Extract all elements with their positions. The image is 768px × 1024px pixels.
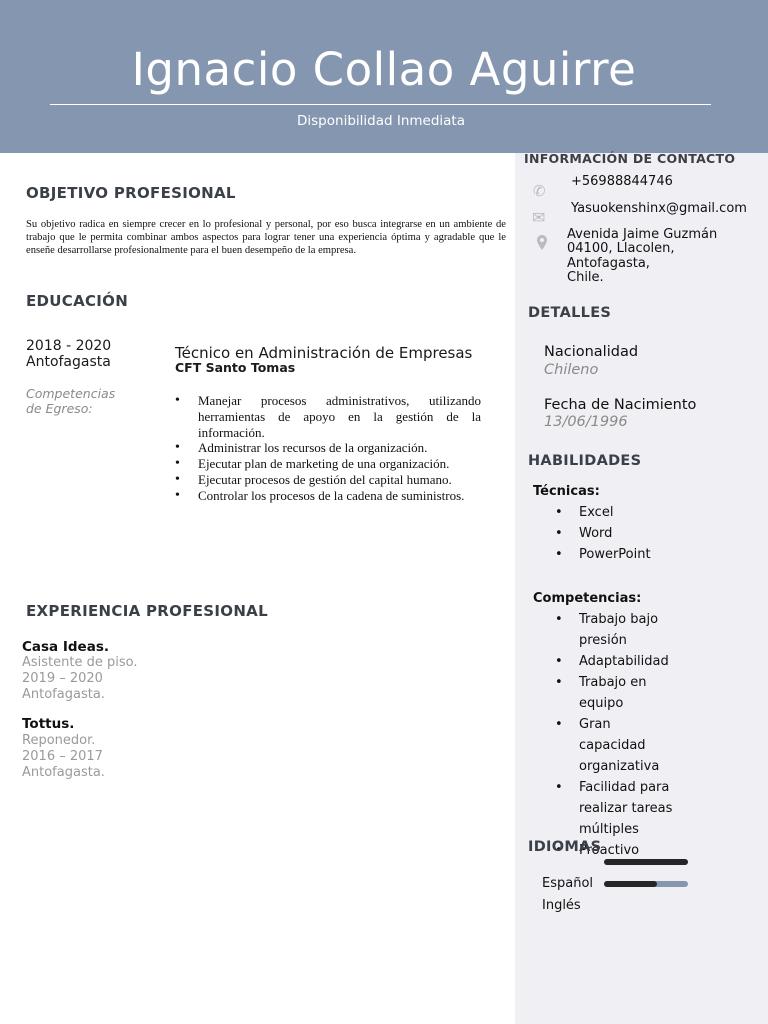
education-competencies-list [175, 393, 481, 504]
education-competencies-label: Competencias de Egreso: [26, 386, 116, 416]
job-city: Antofagasta. [22, 765, 105, 780]
birth-date-label: Fecha de Nacimiento [544, 397, 697, 413]
list-item: • Gran capacidad organizativa [555, 714, 643, 777]
objective-text: Su objetivo radica en siempre crecer en lo profesional y personal, por eso busca integrarse en un ambiente de trabajo que le permita combinar ambos aspectos para lograr tener una experiencia óptima y agradable que le enseñe desarrollarse profesionalmente para el buen desempeño de la empresa. [26, 219, 506, 256]
job-years: 2016 – 2017 [22, 749, 103, 764]
skills-heading: HABILIDADES [528, 453, 642, 469]
education-degree: Técnico en Administración de Empresas [175, 344, 473, 362]
contact-address-line: Antofagasta, [567, 256, 650, 271]
list-item: • Trabajo en equipo [555, 672, 683, 714]
language-level-fill [604, 859, 688, 865]
envelope-icon: ✉ [532, 208, 546, 227]
nationality-label: Nacionalidad [544, 344, 639, 360]
job-city: Antofagasta. [22, 687, 105, 702]
list-item: • Controlar los procesos de la cadena de suministros. [175, 488, 481, 504]
education-heading: EDUCACIÓN [26, 292, 129, 310]
education-years: 2018 - 2020 [26, 338, 112, 354]
education-institution: CFT Santo Tomas [175, 360, 296, 375]
list-item: • Ejecutar plan de marketing de una organización. [175, 456, 481, 472]
list-item: • Excel [555, 502, 735, 523]
language-level-bar [604, 881, 688, 887]
language-name: Inglés [542, 898, 581, 913]
language-level-fill [604, 881, 657, 887]
language-level-bar [604, 859, 688, 865]
list-item: • Trabajo bajo presión [555, 609, 683, 651]
job-role: Reponedor. [22, 733, 96, 748]
list-item: • Administrar los recursos de la organización. [175, 440, 481, 456]
contact-address-line: Chile. [567, 270, 604, 285]
location-pin-icon [537, 235, 547, 253]
list-item: • Ejecutar procesos de gestión del capital humano. [175, 472, 481, 488]
sidebar-panel [515, 153, 768, 1024]
languages-heading: IDIOMAS [528, 839, 602, 855]
job-company: Casa Ideas. [22, 639, 109, 655]
header-banner [0, 0, 768, 153]
list-item: • Manejar procesos administrativos, utilizando herramientas de apoyo en la gestión de la información. [175, 393, 481, 440]
education-city: Antofagasta [26, 354, 111, 370]
list-item: • PowerPoint [555, 544, 735, 565]
competencies-label: Competencias: [533, 591, 642, 606]
language-name: Español [542, 876, 594, 891]
technical-skills-list [555, 502, 735, 565]
contact-address-line: 04100, Llacolen, [567, 241, 675, 256]
list-item: • Facilidad para realizar tareas múltiples [555, 777, 683, 840]
contact-heading: INFORMACIÓN DE CONTACTO [524, 151, 736, 166]
list-item: • Word [555, 523, 735, 544]
technical-skills-label: Técnicas: [533, 484, 600, 499]
contact-phone: +56988844746 [571, 174, 673, 189]
nationality-value: Chileno [544, 362, 599, 378]
phone-icon: ✆ [533, 182, 546, 200]
list-item: • Proactivo [555, 840, 683, 861]
job-role: Asistente de piso. [22, 655, 138, 670]
candidate-name: Ignacio Collao Aguirre [131, 43, 637, 96]
objective-heading: OBJETIVO PROFESIONAL [26, 184, 236, 202]
contact-address-line: Avenida Jaime Guzmán [567, 227, 718, 242]
experience-heading: EXPERIENCIA PROFESIONAL [26, 602, 268, 620]
contact-email: Yasuokenshinx@gmail.com [571, 201, 747, 216]
job-company: Tottus. [22, 716, 75, 732]
header-divider [50, 104, 711, 105]
details-heading: DETALLES [528, 305, 612, 321]
availability-subtitle: Disponibilidad Inmediata [297, 113, 465, 129]
competencies-list [555, 609, 683, 861]
job-years: 2019 – 2020 [22, 671, 103, 686]
list-item: • Adaptabilidad [555, 651, 683, 672]
birth-date-value: 13/06/1996 [544, 414, 628, 430]
